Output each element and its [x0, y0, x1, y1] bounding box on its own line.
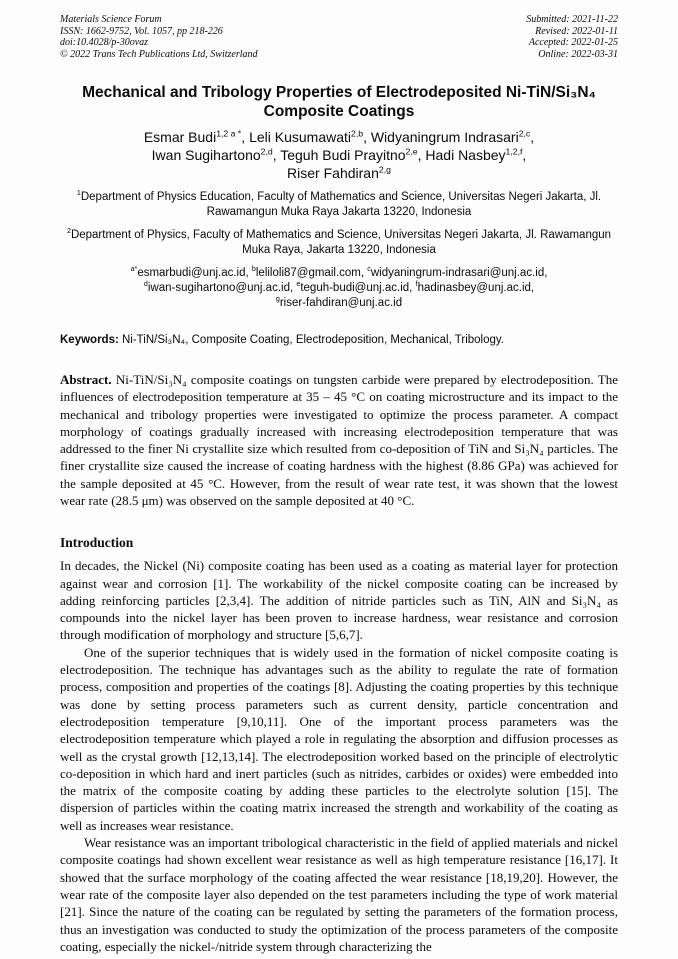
email-address: riser-fahdiran@unj.ac.id [279, 297, 403, 310]
author-name: Esmar Budi [143, 128, 217, 145]
email-address: hadinasbey@unj.ac.id, [417, 282, 535, 295]
email-superscript: g [275, 295, 280, 304]
submission-date-line: Accepted: 2022-01-25 [528, 37, 618, 49]
abstract-text: Ni-TiN/Si₃N₄ composite coatings on tungsten carbide were prepared by electrodeposition. The influences of electrodeposition temperature at 35 – 45 °C on coating microstructure and its impact to the mechanical and tribology properties were investigated to optimize the process parameter. A compact morphology of coatings gradually increased with increasing electrodeposition temperature that was addressed to the finer Ni crystallite size which resulted from co-deposition of TiN and Si₃N₄ particles. The finer crystallite size caused the increase of coating hardness with the highest (8.86 GPa) was achieved for the sample deposited at 45 °C. However, from the result of wear rate test, it was shown that the lowest wear rate (28.5 μm) was observed on the sample deposited at 40 °C. [60, 371, 618, 508]
paper-title-line: Mechanical and Tribology Properties of Electrodeposited Ni-TiN/Si₃N₄ [82, 83, 596, 101]
affiliation-superscript: 2 [66, 227, 71, 236]
introduction-paragraph: Wear resistance was an important tribological characteristic in the field of applied materials and nickel composite coatings had shown excellent wear resistance as well as high temperature resistance [16,17]. It showed that the surface morphology of the coating affected the wear resistance [18,19,20]. However, the wear rate of the composite layer also depended on the test parameters including the type of work material [21]. Since the nature of the coating can be regulated by setting the parameters of the formation process, thus an investigation was conducted to study the optimization of the process parameters of the composite coating, especially the nickel-/nitride system through characterizing the [60, 835, 618, 954]
author-superscript: 2,g [378, 164, 391, 175]
email-line [60, 296, 618, 311]
email-superscript: a* [130, 265, 138, 274]
author-line [60, 146, 618, 164]
email-line [60, 281, 618, 296]
author-line [60, 164, 618, 182]
section-heading-introduction: Introduction [60, 535, 134, 551]
author-superscript: 1,2 a * [216, 128, 242, 139]
introduction-paragraph: One of the superior techniques that is widely used in the formation of nickel composite coating is electrodeposition. The technique has advantages such as the ability to regulate the rate of formation process, composition and properties of the coatings [8]. Adjusting the coating properties by this technique was done by setting process parameters such as current density, particle concentration and electrodeposition temperature [9,10,11]. One of the important process parameters was the electrodeposition temperature which played a role in regulating the absorption and diffusion processes as well as the crystal growth [12,13,14]. The electrodeposition worked based on the principle of electrolytic co-deposition in which hard and inert particles (such as nitrides, carbides or oxides) were embedded into the matrix of the composite coating by adding these particles to the electrolyte solution [15]. The dispersion of particles within the coating matrix increased the strength and workability of the coating as well as increases wear resistance. [60, 644, 618, 833]
paper-title-line: Composite Coatings [263, 103, 415, 121]
author-emails [60, 266, 618, 311]
journal-meta-line: © 2022 Trans Tech Publications Ltd, Switzerland [60, 49, 258, 61]
email-address: esmarbudi@unj.ac.id, [137, 267, 252, 280]
author-name: Hadi Nasbey [425, 147, 506, 164]
author-superscript: 2,b [351, 128, 364, 139]
abstract-paragraph [60, 371, 618, 509]
email-superscript: b [251, 265, 256, 274]
keywords-label: Keywords: [60, 334, 119, 347]
abstract-label: Abstract. [60, 371, 112, 387]
author-separator: , [241, 128, 250, 145]
author-separator: , [530, 128, 535, 145]
email-address: iwan-sugihartono@unj.ac.id, [147, 282, 297, 295]
submission-date-line: Submitted: 2021-11-22 [526, 14, 618, 25]
author-name: Leli Kusumawati [249, 128, 351, 145]
author-superscript: 2,e [405, 146, 418, 157]
keywords-line [60, 333, 618, 348]
journal-meta [60, 14, 258, 61]
author-line [60, 128, 618, 146]
author-name: Widyaningrum Indrasari [370, 128, 519, 145]
affiliation-text: Department of Physics Education, Faculty of Mathematics and Science, Universitas Negeri Jakarta, Jl. Rawamangun Muka Raya Jakarta 13220, Indonesia [80, 191, 602, 219]
email-superscript: e [296, 280, 301, 289]
email-superscript: d [143, 280, 148, 289]
author-superscript: 1,2,f [505, 146, 523, 157]
email-address: leliloli87@gmail.com, [255, 267, 368, 280]
email-line [60, 266, 618, 281]
author-name: Teguh Budi Prayitno [280, 147, 406, 164]
author-superscript: 2,d [260, 146, 273, 157]
affiliations [60, 190, 618, 258]
keywords-text: Ni-TiN/Si₃N₄, Composite Coating, Electrodeposition, Mechanical, Tribology. [118, 334, 504, 347]
affiliation-1 [60, 190, 618, 220]
email-superscript: c [367, 265, 371, 274]
email-address: widyaningrum-indrasari@unj.ac.id, [370, 267, 548, 280]
journal-meta-line: doi:10.4028/p-30ovaz [60, 37, 149, 49]
submission-dates [526, 14, 618, 61]
affiliation-text: Department of Physics, Faculty of Mathematics and Science, Universitas Negeri Jakarta, Jl. Rawamangun Muka Raya, Jakarta 13220, Indonesia [70, 229, 612, 257]
email-address: teguh-budi@unj.ac.id, [300, 282, 416, 295]
author-separator: , [363, 128, 371, 145]
affiliation-superscript: 1 [76, 189, 81, 198]
author-name: Riser Fahdiran [287, 165, 379, 182]
introduction-body [60, 557, 618, 955]
affiliation-2 [60, 228, 618, 258]
journal-meta-line: Materials Science Forum [60, 14, 162, 25]
author-separator: , [522, 147, 527, 164]
author-name: Iwan Sugihartono [151, 147, 261, 164]
submission-date-line: Revised: 2022-01-11 [535, 25, 618, 37]
author-list [60, 128, 618, 183]
introduction-paragraph: In decades, the Nickel (Ni) composite coating has been used as a coating as material layer for protection against wear and corrosion [1]. The workability of the nickel composite coating can be increased by adding reinforcing particles [2,3,4]. The addition of nitride particles such as TiN, AlN and Si₃N₄ as compounds into the nickel layer has been proven to increase hardness, wear resistance and corrosion through modification of morphology and structure [5,6,7]. [60, 558, 618, 643]
journal-meta-line: ISSN: 1662-9752, Vol. 1057, pp 218-226 [60, 25, 223, 37]
author-separator: , [417, 147, 426, 164]
email-superscript: f [415, 280, 418, 289]
author-superscript: 2,c [518, 128, 531, 139]
paper-title [60, 83, 618, 122]
submission-date-line: Online: 2022-03-31 [538, 49, 618, 61]
author-separator: , [272, 147, 281, 164]
journal-header [60, 14, 618, 61]
